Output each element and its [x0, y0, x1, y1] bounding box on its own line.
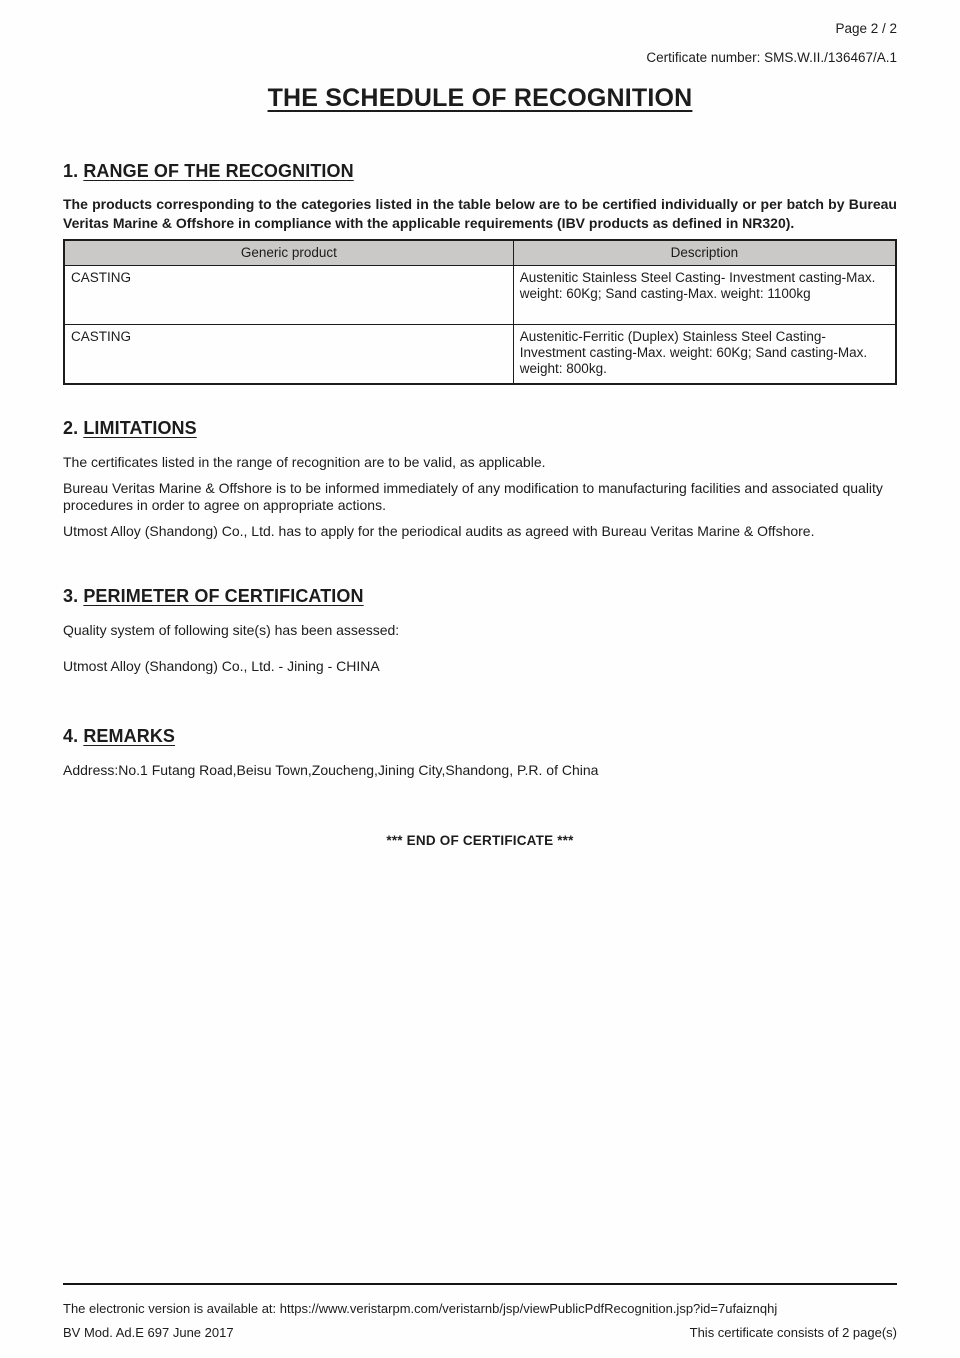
end-of-certificate-marker: *** END OF CERTIFICATE *** [386, 833, 574, 848]
perimeter-paragraph: Quality system of following site(s) has been assessed: [63, 622, 400, 638]
footer-divider [63, 1283, 897, 1285]
products-table [63, 239, 897, 385]
limitations-paragraph: Bureau Veritas Marine & Offshore is to be informed immediately of any modification to manufacturing facilities and associated quality procedures in order to agree on appropriate actions. [63, 480, 883, 513]
column-header-description: Description [513, 240, 896, 265]
cell-generic-product: CASTING [64, 265, 513, 324]
section-title: RANGE OF THE RECOGNITION [83, 161, 354, 181]
section-title: REMARKS [83, 726, 176, 746]
perimeter-site: Utmost Alloy (Shandong) Co., Ltd. - Jining - CHINA [63, 658, 380, 674]
table-row [64, 324, 896, 384]
table-header-row [64, 240, 896, 265]
footer-bottom-row [63, 1325, 897, 1340]
limitations-paragraph: The certificates listed in the range of recognition are to be valid, as applicable. [63, 454, 546, 470]
page-title: THE SCHEDULE OF RECOGNITION [267, 84, 693, 112]
page-number: Page 2 / 2 [835, 21, 897, 36]
page-count-note: This certificate consists of 2 page(s) [689, 1325, 897, 1340]
document-footer [63, 1283, 897, 1340]
range-intro-paragraph: The products corresponding to the categories listed in the table below are to be certified individually or per batch by Bureau Veritas Marine & Offshore in compliance with the applicable requirements (IBV products as defined in NR320). [63, 196, 897, 231]
section-title: PERIMETER OF CERTIFICATION [83, 586, 364, 606]
certificate-number: Certificate number: SMS.W.II./136467/A.1 [646, 50, 897, 65]
cell-description: Austenitic Stainless Steel Casting- Investment casting-Max. weight: 60Kg; Sand casting-Max. weight: 1100kg [513, 265, 896, 324]
limitations-paragraph: Utmost Alloy (Shandong) Co., Ltd. has to apply for the periodical audits as agreed with Bureau Veritas Marine & Offshore. [63, 523, 815, 539]
section-heading-perimeter [63, 586, 897, 607]
cell-description: Austenitic-Ferritic (Duplex) Stainless Steel Casting- Investment casting-Max. weight: 60Kg; Sand casting-Max. weight: 800kg. [513, 324, 896, 384]
section-heading-remarks [63, 726, 897, 747]
column-header-generic-product: Generic product [64, 240, 513, 265]
section-number: 1. [63, 161, 84, 181]
section-title: LIMITATIONS [83, 418, 197, 438]
table-row [64, 265, 896, 324]
section-heading-range [63, 161, 897, 182]
section-number: 2. [63, 418, 84, 438]
form-reference: BV Mod. Ad.E 697 June 2017 [63, 1325, 234, 1340]
section-heading-limitations [63, 418, 897, 439]
section-number: 3. [63, 586, 84, 606]
electronic-version-url: The electronic version is available at: https://www.veristarpm.com/veristarnb/jsp/viewPublicPdfRecognition.jsp?id=7ufaiznqhj [63, 1301, 778, 1316]
section-number: 4. [63, 726, 84, 746]
remarks-address: Address:No.1 Futang Road,Beisu Town,Zoucheng,Jining City,Shandong, P.R. of China [63, 762, 599, 778]
cell-generic-product: CASTING [64, 324, 513, 384]
document-header [63, 20, 897, 66]
